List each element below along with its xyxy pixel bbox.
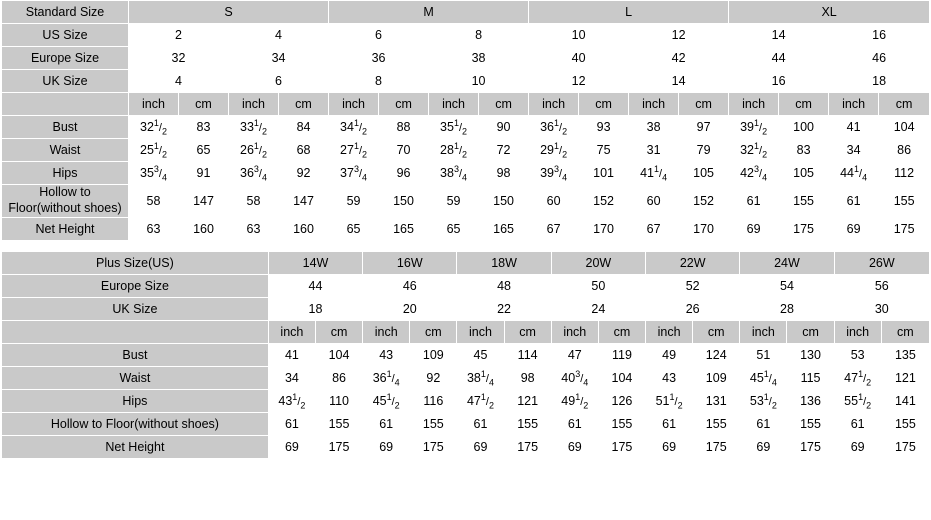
row-label: Waist <box>2 139 129 162</box>
size-value-cell: 56 <box>834 275 929 298</box>
measurement-cell: 91 <box>179 162 229 185</box>
row-label: Europe Size <box>2 275 269 298</box>
measurement-cell: 69 <box>729 218 779 241</box>
measurement-cell: 69 <box>740 436 787 459</box>
size-value-cell: 24 <box>551 298 645 321</box>
unit-cell: cm <box>787 321 834 344</box>
measurement-cell: 69 <box>457 436 504 459</box>
measurement-cell: 175 <box>879 218 930 241</box>
measurement-cell: 175 <box>315 436 362 459</box>
measurement-cell: $42^3/_4$ <box>729 162 779 185</box>
measurement-cell: 65 <box>179 139 229 162</box>
measurement-cell: 72 <box>479 139 529 162</box>
size-value-cell: 30 <box>834 298 929 321</box>
measurement-cell: 86 <box>315 367 362 390</box>
measurement-cell: 175 <box>881 436 929 459</box>
size-value-cell: 12 <box>529 70 629 93</box>
unit-cell: cm <box>879 93 930 116</box>
measurement-cell: 175 <box>779 218 829 241</box>
table-row <box>2 185 930 218</box>
measurement-cell: 83 <box>779 139 829 162</box>
measurement-cell: 155 <box>693 413 740 436</box>
size-value-cell: 16 <box>829 24 930 47</box>
unit-cell: cm <box>379 93 429 116</box>
measurement-cell: 175 <box>598 436 645 459</box>
measurement-cell: 165 <box>479 218 529 241</box>
measurement-cell: 96 <box>379 162 429 185</box>
size-value-cell: 14W <box>268 252 362 275</box>
size-value-cell: 14 <box>629 70 729 93</box>
measurement-cell: $32^1/_2$ <box>729 139 779 162</box>
measurement-cell: 170 <box>679 218 729 241</box>
measurement-cell: 150 <box>479 185 529 218</box>
measurement-cell: 70 <box>379 139 429 162</box>
measurement-cell: 69 <box>829 218 879 241</box>
measurement-cell: 121 <box>504 390 551 413</box>
measurement-cell: $44^1/_4$ <box>829 162 879 185</box>
measurement-cell: 97 <box>679 116 729 139</box>
size-group-cell: L <box>529 1 729 24</box>
row-label: Standard Size <box>2 1 129 24</box>
measurement-cell: 67 <box>629 218 679 241</box>
measurement-cell: 152 <box>579 185 629 218</box>
measurement-cell: 69 <box>268 436 315 459</box>
size-value-cell: 22W <box>646 252 740 275</box>
row-label: Waist <box>2 367 269 390</box>
measurement-cell: 121 <box>881 367 929 390</box>
measurement-cell: 58 <box>229 185 279 218</box>
measurement-cell: $40^3/_4$ <box>551 367 598 390</box>
unit-cell: inch <box>829 93 879 116</box>
row-label: Europe Size <box>2 47 129 70</box>
row-label: Hollow to Floor(without shoes) <box>2 185 129 218</box>
measurement-cell: 43 <box>646 367 693 390</box>
unit-cell: cm <box>315 321 362 344</box>
measurement-cell: 131 <box>693 390 740 413</box>
measurement-cell: 136 <box>787 390 834 413</box>
size-value-cell: 46 <box>363 275 457 298</box>
measurement-cell: 59 <box>329 185 379 218</box>
measurement-cell: 69 <box>834 436 881 459</box>
measurement-cell: 34 <box>829 139 879 162</box>
measurement-cell: 100 <box>779 116 829 139</box>
measurement-cell: 65 <box>329 218 379 241</box>
unit-cell: cm <box>410 321 457 344</box>
measurement-cell: $34^1/_2$ <box>329 116 379 139</box>
measurement-cell: 155 <box>879 185 930 218</box>
unit-cell: inch <box>268 321 315 344</box>
table-row <box>2 298 930 321</box>
standard-size-table-body <box>2 1 930 241</box>
unit-cell: inch <box>363 321 410 344</box>
size-value-cell: 54 <box>740 275 834 298</box>
row-label: Bust <box>2 344 269 367</box>
measurement-cell: $47^1/_2$ <box>834 367 881 390</box>
measurement-cell: 126 <box>598 390 645 413</box>
measurement-cell: 109 <box>410 344 457 367</box>
size-value-cell: 52 <box>646 275 740 298</box>
table-row <box>2 252 930 275</box>
row-label: Net Height <box>2 436 269 459</box>
size-value-cell: 20 <box>363 298 457 321</box>
measurement-cell: $25^1/_2$ <box>129 139 179 162</box>
measurement-cell: 31 <box>629 139 679 162</box>
size-value-cell: 38 <box>429 47 529 70</box>
measurement-cell: 160 <box>279 218 329 241</box>
measurement-cell: 165 <box>379 218 429 241</box>
measurement-cell: 112 <box>879 162 930 185</box>
size-value-cell: 44 <box>729 47 829 70</box>
measurement-cell: $38^1/_4$ <box>457 367 504 390</box>
measurement-cell: 75 <box>579 139 629 162</box>
measurement-cell: 116 <box>410 390 457 413</box>
size-value-cell: 26 <box>646 298 740 321</box>
size-value-cell: 6 <box>329 24 429 47</box>
unit-cell: inch <box>646 321 693 344</box>
measurement-cell: 60 <box>629 185 679 218</box>
measurement-cell: $45^1/_4$ <box>740 367 787 390</box>
measurement-cell: 69 <box>363 436 410 459</box>
measurement-cell: 65 <box>429 218 479 241</box>
unit-cell: inch <box>629 93 679 116</box>
measurement-cell: $47^1/_2$ <box>457 390 504 413</box>
row-label: US Size <box>2 24 129 47</box>
measurement-cell: 141 <box>881 390 929 413</box>
size-value-cell: 18 <box>268 298 362 321</box>
measurement-cell: 41 <box>268 344 315 367</box>
size-value-cell: 36 <box>329 47 429 70</box>
measurement-cell: 175 <box>504 436 551 459</box>
standard-size-table <box>1 0 930 241</box>
measurement-cell: 155 <box>881 413 929 436</box>
row-label <box>2 321 269 344</box>
measurement-cell: 47 <box>551 344 598 367</box>
unit-cell: cm <box>881 321 929 344</box>
measurement-cell: $35^3/_4$ <box>129 162 179 185</box>
measurement-cell: 114 <box>504 344 551 367</box>
measurement-cell: 104 <box>315 344 362 367</box>
unit-cell: cm <box>179 93 229 116</box>
unit-cell: cm <box>679 93 729 116</box>
measurement-cell: 147 <box>279 185 329 218</box>
table-row <box>2 413 930 436</box>
measurement-cell: 61 <box>646 413 693 436</box>
unit-cell: cm <box>779 93 829 116</box>
measurement-cell: 79 <box>679 139 729 162</box>
table-row <box>2 275 930 298</box>
measurement-cell: 84 <box>279 116 329 139</box>
measurement-cell: 61 <box>551 413 598 436</box>
measurement-cell: $51^1/_2$ <box>646 390 693 413</box>
measurement-cell: 104 <box>879 116 930 139</box>
table-row <box>2 367 930 390</box>
size-value-cell: 34 <box>229 47 329 70</box>
table-row <box>2 1 930 24</box>
measurement-cell: 63 <box>229 218 279 241</box>
size-value-cell: 18W <box>457 252 551 275</box>
measurement-cell: 34 <box>268 367 315 390</box>
measurement-cell: 101 <box>579 162 629 185</box>
table-row <box>2 436 930 459</box>
size-value-cell: 16 <box>729 70 829 93</box>
measurement-cell: $36^1/_4$ <box>363 367 410 390</box>
measurement-cell: 93 <box>579 116 629 139</box>
measurement-cell: $28^1/_2$ <box>429 139 479 162</box>
unit-cell: cm <box>598 321 645 344</box>
measurement-cell: 170 <box>579 218 629 241</box>
measurement-cell: 53 <box>834 344 881 367</box>
measurement-cell: $36^1/_2$ <box>529 116 579 139</box>
measurement-cell: 67 <box>529 218 579 241</box>
measurement-cell: 109 <box>693 367 740 390</box>
unit-cell: inch <box>551 321 598 344</box>
unit-cell: cm <box>279 93 329 116</box>
size-value-cell: 4 <box>129 70 229 93</box>
table-row <box>2 218 930 241</box>
measurement-cell: 150 <box>379 185 429 218</box>
measurement-cell: 175 <box>410 436 457 459</box>
measurement-cell: 147 <box>179 185 229 218</box>
size-value-cell: 20W <box>551 252 645 275</box>
size-value-cell: 44 <box>268 275 362 298</box>
row-label: Net Height <box>2 218 129 241</box>
measurement-cell: 61 <box>363 413 410 436</box>
measurement-cell: 43 <box>363 344 410 367</box>
size-value-cell: 12 <box>629 24 729 47</box>
size-value-cell: 28 <box>740 298 834 321</box>
size-value-cell: 46 <box>829 47 930 70</box>
measurement-cell: $35^1/_2$ <box>429 116 479 139</box>
measurement-cell: 69 <box>551 436 598 459</box>
table-row <box>2 390 930 413</box>
table-row <box>2 70 930 93</box>
measurement-cell: 69 <box>646 436 693 459</box>
measurement-cell: $55^1/_2$ <box>834 390 881 413</box>
unit-cell: cm <box>693 321 740 344</box>
table-row <box>2 93 930 116</box>
measurement-cell: 83 <box>179 116 229 139</box>
size-value-cell: 42 <box>629 47 729 70</box>
measurement-cell: 58 <box>129 185 179 218</box>
measurement-cell: 175 <box>693 436 740 459</box>
measurement-cell: $26^1/_2$ <box>229 139 279 162</box>
measurement-cell: $49^1/_2$ <box>551 390 598 413</box>
measurement-cell: 60 <box>529 185 579 218</box>
size-group-cell: S <box>129 1 329 24</box>
row-label: Bust <box>2 116 129 139</box>
unit-cell: inch <box>429 93 479 116</box>
size-value-cell: 40 <box>529 47 629 70</box>
measurement-cell: 51 <box>740 344 787 367</box>
measurement-cell: 86 <box>879 139 930 162</box>
size-value-cell: 26W <box>834 252 929 275</box>
measurement-cell: 61 <box>268 413 315 436</box>
plus-size-table-body <box>2 252 930 459</box>
unit-cell: inch <box>740 321 787 344</box>
measurement-cell: 61 <box>457 413 504 436</box>
measurement-cell: 49 <box>646 344 693 367</box>
size-value-cell: 48 <box>457 275 551 298</box>
size-value-cell: 22 <box>457 298 551 321</box>
table-row <box>2 162 930 185</box>
measurement-cell: 175 <box>787 436 834 459</box>
size-value-cell: 10 <box>529 24 629 47</box>
measurement-cell: 61 <box>729 185 779 218</box>
row-label: Plus Size(US) <box>2 252 269 275</box>
size-value-cell: 32 <box>129 47 229 70</box>
measurement-cell: 155 <box>598 413 645 436</box>
measurement-cell: 92 <box>279 162 329 185</box>
size-value-cell: 6 <box>229 70 329 93</box>
unit-cell: inch <box>329 93 379 116</box>
unit-cell: cm <box>504 321 551 344</box>
unit-cell: cm <box>479 93 529 116</box>
size-value-cell: 4 <box>229 24 329 47</box>
size-value-cell: 10 <box>429 70 529 93</box>
table-row <box>2 24 930 47</box>
measurement-cell: 155 <box>779 185 829 218</box>
table-row <box>2 139 930 162</box>
measurement-cell: 92 <box>410 367 457 390</box>
size-value-cell: 14 <box>729 24 829 47</box>
measurement-cell: 61 <box>829 185 879 218</box>
measurement-cell: $27^1/_2$ <box>329 139 379 162</box>
table-row <box>2 47 930 70</box>
measurement-cell: $38^3/_4$ <box>429 162 479 185</box>
unit-cell: inch <box>229 93 279 116</box>
measurement-cell: $37^3/_4$ <box>329 162 379 185</box>
measurement-cell: 155 <box>410 413 457 436</box>
row-label: Hollow to Floor(without shoes) <box>2 413 269 436</box>
measurement-cell: 59 <box>429 185 479 218</box>
unit-cell: inch <box>729 93 779 116</box>
measurement-cell: $39^3/_4$ <box>529 162 579 185</box>
measurement-cell: 61 <box>740 413 787 436</box>
measurement-cell: 155 <box>315 413 362 436</box>
measurement-cell: 110 <box>315 390 362 413</box>
measurement-cell: 105 <box>779 162 829 185</box>
size-value-cell: 50 <box>551 275 645 298</box>
measurement-cell: 160 <box>179 218 229 241</box>
measurement-cell: 104 <box>598 367 645 390</box>
unit-cell: inch <box>529 93 579 116</box>
measurement-cell: 88 <box>379 116 429 139</box>
size-group-cell: XL <box>729 1 930 24</box>
measurement-cell: 119 <box>598 344 645 367</box>
size-value-cell: 2 <box>129 24 229 47</box>
measurement-cell: $45^1/_2$ <box>363 390 410 413</box>
size-group-cell: M <box>329 1 529 24</box>
size-value-cell: 8 <box>429 24 529 47</box>
table-row <box>2 344 930 367</box>
measurement-cell: 98 <box>479 162 529 185</box>
measurement-cell: 45 <box>457 344 504 367</box>
row-label: UK Size <box>2 298 269 321</box>
table-row <box>2 116 930 139</box>
measurement-cell: 152 <box>679 185 729 218</box>
measurement-cell: 155 <box>787 413 834 436</box>
measurement-cell: $36^3/_4$ <box>229 162 279 185</box>
measurement-cell: 90 <box>479 116 529 139</box>
row-label: Hips <box>2 390 269 413</box>
row-label: Hips <box>2 162 129 185</box>
plus-size-table <box>1 251 930 459</box>
unit-cell: inch <box>457 321 504 344</box>
measurement-cell: $53^1/_2$ <box>740 390 787 413</box>
measurement-cell: 115 <box>787 367 834 390</box>
size-value-cell: 16W <box>363 252 457 275</box>
measurement-cell: 135 <box>881 344 929 367</box>
unit-cell: cm <box>579 93 629 116</box>
measurement-cell: $32^1/_2$ <box>129 116 179 139</box>
measurement-cell: $29^1/_2$ <box>529 139 579 162</box>
measurement-cell: 63 <box>129 218 179 241</box>
measurement-cell: 68 <box>279 139 329 162</box>
measurement-cell: 130 <box>787 344 834 367</box>
row-label <box>2 93 129 116</box>
measurement-cell: 155 <box>504 413 551 436</box>
measurement-cell: 124 <box>693 344 740 367</box>
unit-cell: inch <box>834 321 881 344</box>
measurement-cell: $39^1/_2$ <box>729 116 779 139</box>
unit-cell: inch <box>129 93 179 116</box>
measurement-cell: $41^1/_4$ <box>629 162 679 185</box>
measurement-cell: 41 <box>829 116 879 139</box>
row-label: UK Size <box>2 70 129 93</box>
size-value-cell: 24W <box>740 252 834 275</box>
measurement-cell: $33^1/_2$ <box>229 116 279 139</box>
measurement-cell: $43^1/_2$ <box>268 390 315 413</box>
table-row <box>2 321 930 344</box>
size-value-cell: 18 <box>829 70 930 93</box>
measurement-cell: 98 <box>504 367 551 390</box>
measurement-cell: 61 <box>834 413 881 436</box>
measurement-cell: 105 <box>679 162 729 185</box>
measurement-cell: 38 <box>629 116 679 139</box>
size-value-cell: 8 <box>329 70 429 93</box>
